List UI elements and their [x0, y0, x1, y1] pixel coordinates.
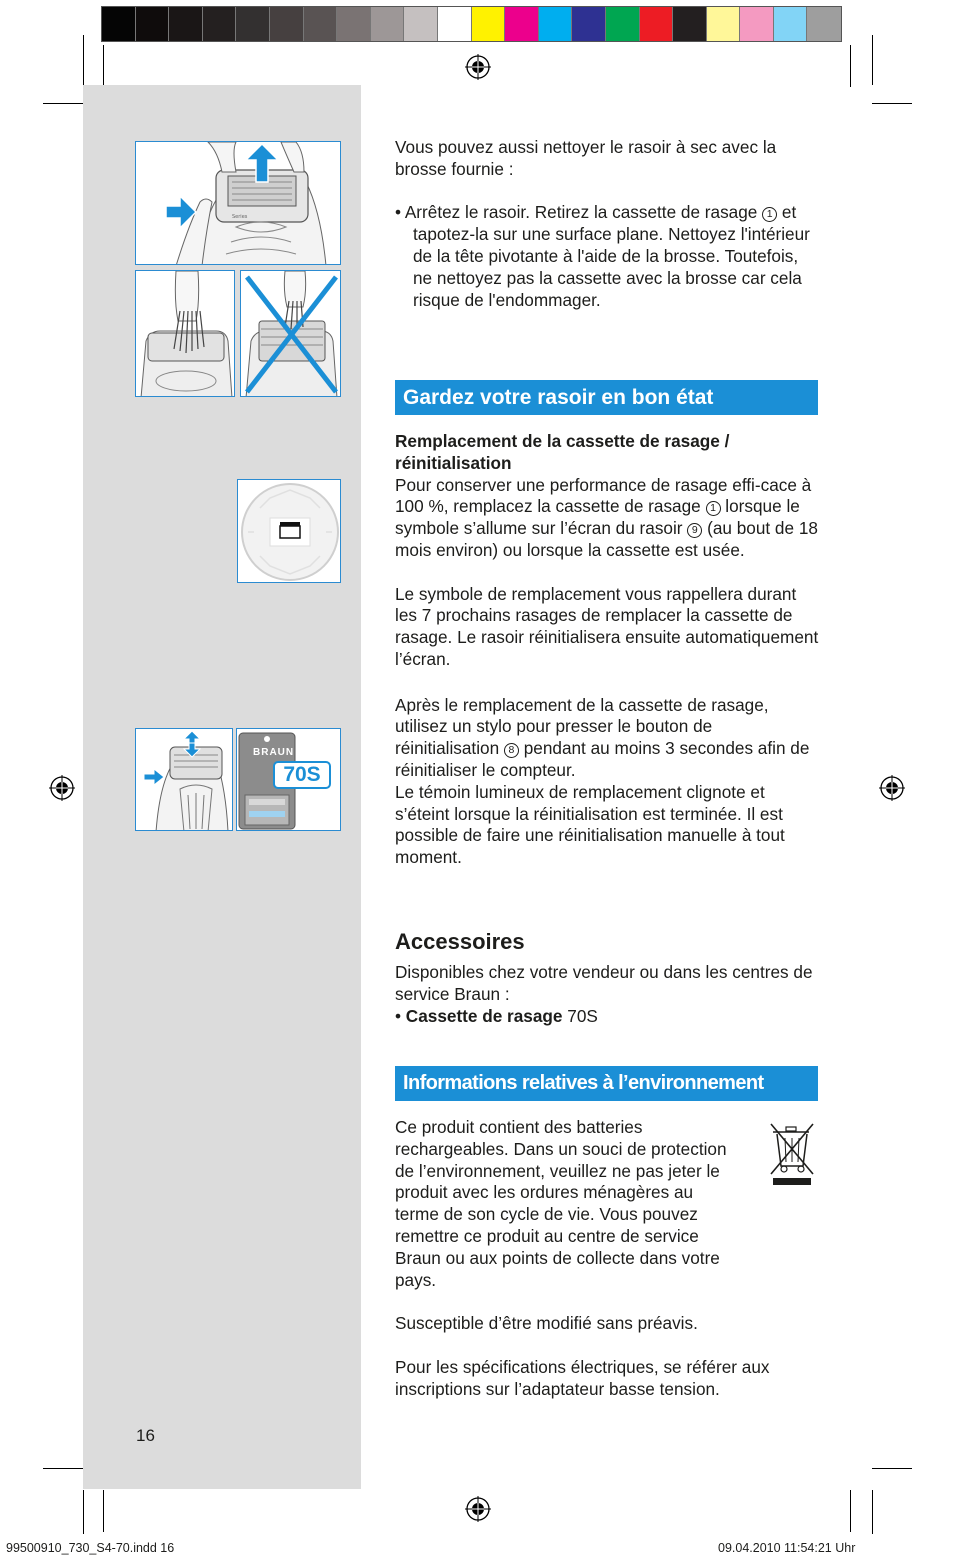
replacement-paragraph: Pour conserver une performance de rasage effi-cace à 100 %, remplacez la cassette de rasage 1 lorsque le symbole s’allume sur l’écran du rasoir 9 (au bout de 18 mois environ) ou lorsque la cassette est usée. — [395, 474, 818, 560]
section-heading-environment: Informations relatives à l’environnement — [395, 1066, 818, 1101]
color-swatch — [740, 7, 774, 41]
accessories-paragraph: Disponibles chez votre vendeur ou dans les centres de service Braun : — [395, 962, 813, 1004]
color-swatch — [136, 7, 170, 41]
color-swatch — [236, 7, 270, 41]
color-swatch — [472, 7, 506, 41]
color-swatch — [505, 7, 539, 41]
maintenance-text — [395, 431, 819, 869]
reference-number-9: 9 — [687, 523, 702, 538]
color-calibration-bar — [101, 6, 842, 42]
accessories-bullet: • Cassette de rasage 70S — [395, 1005, 598, 1026]
file-slug: 99500910_730_S4-70.indd 16 — [6, 1541, 175, 1555]
model-badge — [273, 761, 331, 789]
figure-do-not-brush-cassette — [240, 270, 341, 397]
registration-mark-icon — [465, 54, 491, 80]
color-swatch — [807, 7, 841, 41]
intro-text — [395, 137, 819, 311]
registration-mark-icon — [879, 775, 905, 801]
registration-mark-icon — [49, 775, 75, 801]
accessories-heading: Accessoires — [395, 929, 525, 954]
reference-number-1: 1 — [706, 501, 721, 516]
color-swatch — [102, 7, 136, 41]
color-swatch — [304, 7, 338, 41]
series-label: Series — [232, 214, 248, 220]
reset-paragraph: Après le remplacement de la cassette de rasage, utilisez un stylo pour presser le bouton de réinitialisation 8 pendant au moins 3 secondes afin de réinitialiser le compteur. — [395, 694, 810, 780]
subheading-replacement: Remplacement de la cassette de rasage / réinitialisation — [395, 431, 730, 473]
color-swatch — [606, 7, 640, 41]
figure-brush-head — [135, 270, 235, 397]
crossed-bin-icon — [767, 1118, 817, 1188]
registration-mark-icon — [465, 1496, 491, 1522]
color-swatch — [539, 7, 573, 41]
color-swatch — [774, 7, 808, 41]
color-swatch — [270, 7, 304, 41]
timestamp-slug: 09.04.2010 11:54:21 Uhr — [718, 1541, 856, 1555]
figure-remove-cassette — [135, 141, 341, 265]
reference-number-8: 8 — [504, 743, 519, 758]
cassette-replacement-icon — [280, 522, 300, 538]
environment-paragraph: Ce produit contient des batteries rechargeables. Dans un souci de protection de l’environnement, veuillez ne pas jeter le produit avec les ordures ménagères au terme de son cycle de vie. Vous pouvez remettre ce produit au centre de service Braun ou aux points de collecte dans votre pays. — [395, 1117, 727, 1290]
color-swatch — [371, 7, 405, 41]
model-badge-label: 70S — [283, 763, 321, 786]
reminder-paragraph: Le symbole de remplacement vous rappellera durant les 7 prochains rasages de remplacer la cassette de rasage. Le rasoir réinitialisera ensuite automatiquement l’écran. — [395, 583, 819, 669]
color-swatch — [203, 7, 237, 41]
indicator-paragraph: Le témoin lumineux de remplacement clignote et s’éteint lorsque la réinitialisation est terminée. Il est possible de faire une réinitialisation manuelle à tout moment. — [395, 781, 785, 868]
intro-paragraph: Vous pouvez aussi nettoyer le rasoir à sec avec la brosse fournie : — [395, 137, 777, 179]
accessories-text — [395, 962, 819, 1027]
figure-reset-button — [135, 728, 233, 831]
brand-label: BRAUN — [253, 747, 295, 758]
electrical-spec-note: Pour les spécifications électriques, se référer aux inscriptions sur l’adaptateur basse tension. — [395, 1356, 770, 1399]
color-swatch — [337, 7, 371, 41]
color-swatch — [404, 7, 438, 41]
color-swatch — [572, 7, 606, 41]
color-swatch — [169, 7, 203, 41]
reference-number-1: 1 — [762, 207, 777, 222]
page-number: 16 — [136, 1426, 155, 1445]
change-notice: Susceptible d’être modifié sans préavis. — [395, 1313, 698, 1334]
intro-bullet: • Arrêtez le rasoir. Retirez la cassette de rasage 1 et tapotez-la sur une surface plane. Nettoyez l'intérieur de la tête pivotante à l'aide de la brosse. Toutefois, ne nettoyez pas la cassette avec la brosse car cela risque de l'endommager. — [395, 202, 810, 310]
figure-replacement-symbol — [237, 479, 341, 583]
color-swatch — [707, 7, 741, 41]
color-swatch — [673, 7, 707, 41]
color-swatch — [438, 7, 472, 41]
environment-text — [395, 1117, 819, 1400]
section-heading-maintenance: Gardez votre rasoir en bon état — [395, 380, 818, 415]
figure-cassette-package — [236, 728, 341, 831]
color-swatch — [640, 7, 674, 41]
